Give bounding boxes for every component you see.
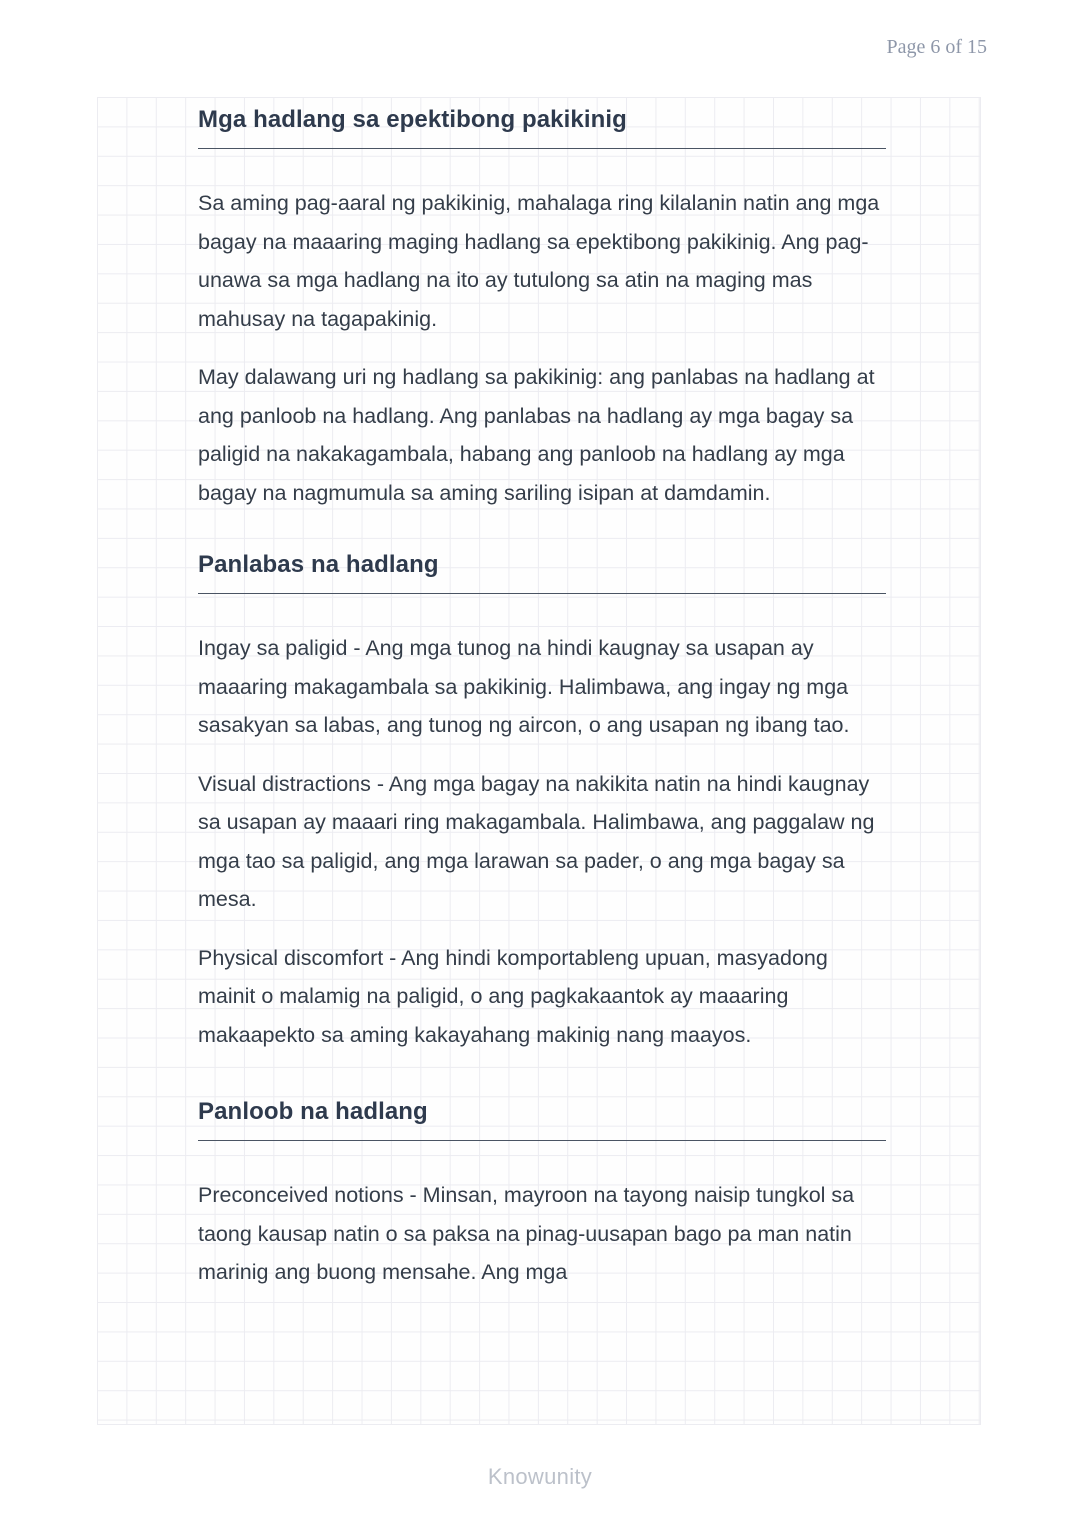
- section-external-barriers: [198, 549, 886, 1054]
- paragraph: Preconceived notions - Minsan, mayroon na tayong naisip tungkol sa taong kausap natin o sa paksa na pinag-uusapan bago pa man natin marinig ang buong mensahe. Ang mga: [198, 1183, 855, 1284]
- heading-divider: [198, 1140, 886, 1141]
- section-internal-barriers: [198, 1096, 886, 1292]
- paragraph: May dalawang uri ng hadlang sa pakikinig: ang panlabas na hadlang at ang panloob na hadlang. Ang panlabas na hadlang ay mga bagay sa paligid na nakakagambala, habang ang panloob na hadlang ay mga bagay na nagmumula sa aming sariling isipan at damdamin.: [198, 365, 875, 505]
- section-heading: Mga hadlang sa epektibong pakikinig: [198, 106, 627, 133]
- footer-brand-watermark: Knowunity: [487, 1464, 593, 1489]
- paragraph: Sa aming pag-aaral ng pakikinig, mahalaga ring kilalanin natin ang mga bagay na maaaring maging hadlang sa epektibong pakikinig. Ang pag-unawa sa mga hadlang na ito ay tutulong sa atin na maging mas mahusay na tagapakinig.: [198, 191, 880, 331]
- section-heading: Panlabas na hadlang: [198, 551, 439, 578]
- heading-divider: [198, 148, 886, 149]
- heading-divider: [198, 593, 886, 594]
- paragraph: Physical discomfort - Ang hindi komportableng upuan, masyadong mainit o malamig na paligid, o ang pagkakaantok ay maaaring makaapekto sa aming kakayahang makinig nang maayos.: [198, 945, 828, 1047]
- paragraph: Visual distractions - Ang mga bagay na nakikita natin na hindi kaugnay sa usapan ay maaari ring makagambala. Halimbawa, ang paggalaw ng mga tao sa paligid, ang mga larawan sa pader, o ang mga bagay sa mesa.: [198, 771, 875, 911]
- page-indicator: Page 6 of 15: [886, 36, 987, 58]
- paragraph: Ingay sa paligid - Ang mga tunog na hindi kaugnay sa usapan ay maaaring makagambala sa pakikinig. Halimbawa, ang ingay ng mga sasakyan sa labas, ang tunog ng aircon, o ang usapan ng ibang tao.: [198, 636, 850, 737]
- section-barriers-overview: [198, 104, 886, 512]
- document-content: [198, 97, 886, 1292]
- section-heading: Panloob na hadlang: [198, 1098, 428, 1125]
